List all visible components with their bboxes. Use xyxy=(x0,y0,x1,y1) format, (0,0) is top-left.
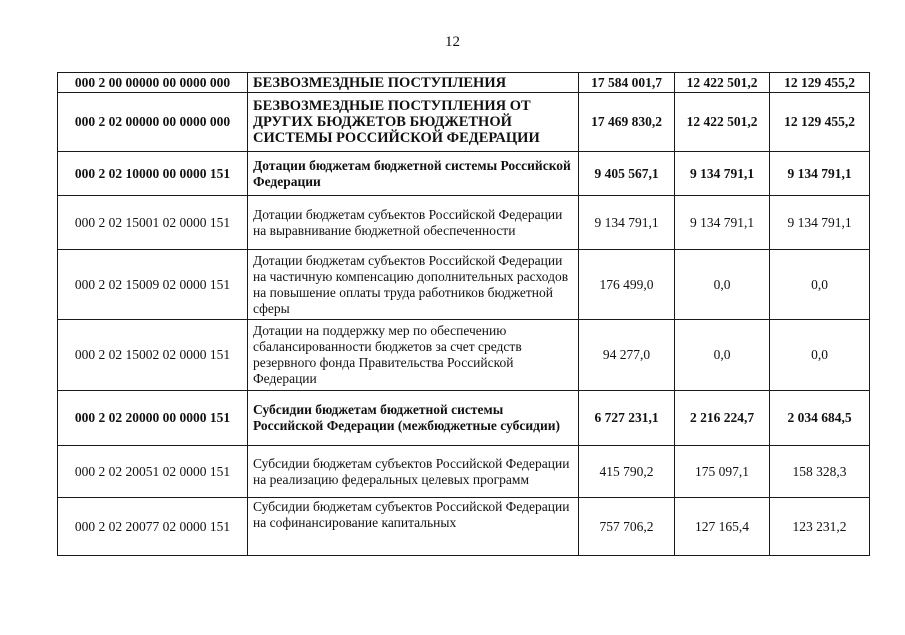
amount-year-3: 0,0 xyxy=(770,320,870,391)
budget-code: 000 2 02 15002 02 0000 151 xyxy=(58,320,248,391)
revenue-name: Субсидии бюджетам субъектов Российской Федерации на реализацию федеральных целевых программ xyxy=(248,446,579,498)
amount-year-3: 9 134 791,1 xyxy=(770,196,870,250)
amount-year-1: 17 584 001,7 xyxy=(579,73,675,93)
table-row xyxy=(58,446,870,498)
amount-year-2: 9 134 791,1 xyxy=(675,196,770,250)
table-row xyxy=(58,152,870,196)
table-row xyxy=(58,320,870,391)
budget-code: 000 2 02 20000 00 0000 151 xyxy=(58,391,248,446)
budget-code: 000 2 02 15001 02 0000 151 xyxy=(58,196,248,250)
revenue-name: Дотации бюджетам субъектов Российской Федерации на выравнивание бюджетной обеспеченности xyxy=(248,196,579,250)
amount-year-3: 2 034 684,5 xyxy=(770,391,870,446)
budget-code: 000 2 02 20077 02 0000 151 xyxy=(58,498,248,556)
amount-year-2: 12 422 501,2 xyxy=(675,73,770,93)
amount-year-1: 9 405 567,1 xyxy=(579,152,675,196)
page-number: 12 xyxy=(445,34,460,50)
table-row xyxy=(58,73,870,93)
budget-code: 000 2 02 00000 00 0000 000 xyxy=(58,93,248,152)
table-row xyxy=(58,498,870,556)
table-row xyxy=(58,250,870,320)
revenue-name: Субсидии бюджетам субъектов Российской Федерации на софинансирование капитальных xyxy=(248,498,579,556)
amount-year-2: 0,0 xyxy=(675,250,770,320)
amount-year-3: 12 129 455,2 xyxy=(770,93,870,152)
amount-year-3: 158 328,3 xyxy=(770,446,870,498)
table-row xyxy=(58,391,870,446)
amount-year-1: 176 499,0 xyxy=(579,250,675,320)
amount-year-2: 127 165,4 xyxy=(675,498,770,556)
amount-year-2: 175 097,1 xyxy=(675,446,770,498)
amount-year-3: 9 134 791,1 xyxy=(770,152,870,196)
budget-code: 000 2 00 00000 00 0000 000 xyxy=(58,73,248,93)
amount-year-1: 9 134 791,1 xyxy=(579,196,675,250)
revenue-name: Субсидии бюджетам бюджетной системы Российской Федерации (межбюджетные субсидии) xyxy=(248,391,579,446)
table-row xyxy=(58,196,870,250)
revenue-name: Дотации бюджетам субъектов Российской Федерации на частичную компенсацию дополнительных расходов на повышение оплаты труда работников бюджетной сферы xyxy=(248,250,579,320)
budget-code: 000 2 02 20051 02 0000 151 xyxy=(58,446,248,498)
amount-year-2: 0,0 xyxy=(675,320,770,391)
amount-year-1: 757 706,2 xyxy=(579,498,675,556)
amount-year-1: 94 277,0 xyxy=(579,320,675,391)
budget-code: 000 2 02 15009 02 0000 151 xyxy=(58,250,248,320)
amount-year-1: 17 469 830,2 xyxy=(579,93,675,152)
amount-year-1: 415 790,2 xyxy=(579,446,675,498)
amount-year-3: 12 129 455,2 xyxy=(770,73,870,93)
budget-code: 000 2 02 10000 00 0000 151 xyxy=(58,152,248,196)
revenue-name: Дотации на поддержку мер по обеспечению сбалансированности бюджетов за счет средств резервного фонда Правительства Российской Федерации xyxy=(248,320,579,391)
amount-year-3: 123 231,2 xyxy=(770,498,870,556)
table-row xyxy=(58,93,870,152)
amount-year-2: 2 216 224,7 xyxy=(675,391,770,446)
revenue-name: БЕЗВОЗМЕЗДНЫЕ ПОСТУПЛЕНИЯ ОТ ДРУГИХ БЮДЖЕТОВ БЮДЖЕТНОЙ СИСТЕМЫ РОССИЙСКОЙ ФЕДЕРАЦИИ xyxy=(248,93,579,152)
amount-year-2: 12 422 501,2 xyxy=(675,93,770,152)
amount-year-3: 0,0 xyxy=(770,250,870,320)
budget-revenue-table xyxy=(57,72,870,556)
revenue-name: Дотации бюджетам бюджетной системы Российской Федерации xyxy=(248,152,579,196)
amount-year-2: 9 134 791,1 xyxy=(675,152,770,196)
revenue-name: БЕЗВОЗМЕЗДНЫЕ ПОСТУПЛЕНИЯ xyxy=(248,73,579,93)
amount-year-1: 6 727 231,1 xyxy=(579,391,675,446)
